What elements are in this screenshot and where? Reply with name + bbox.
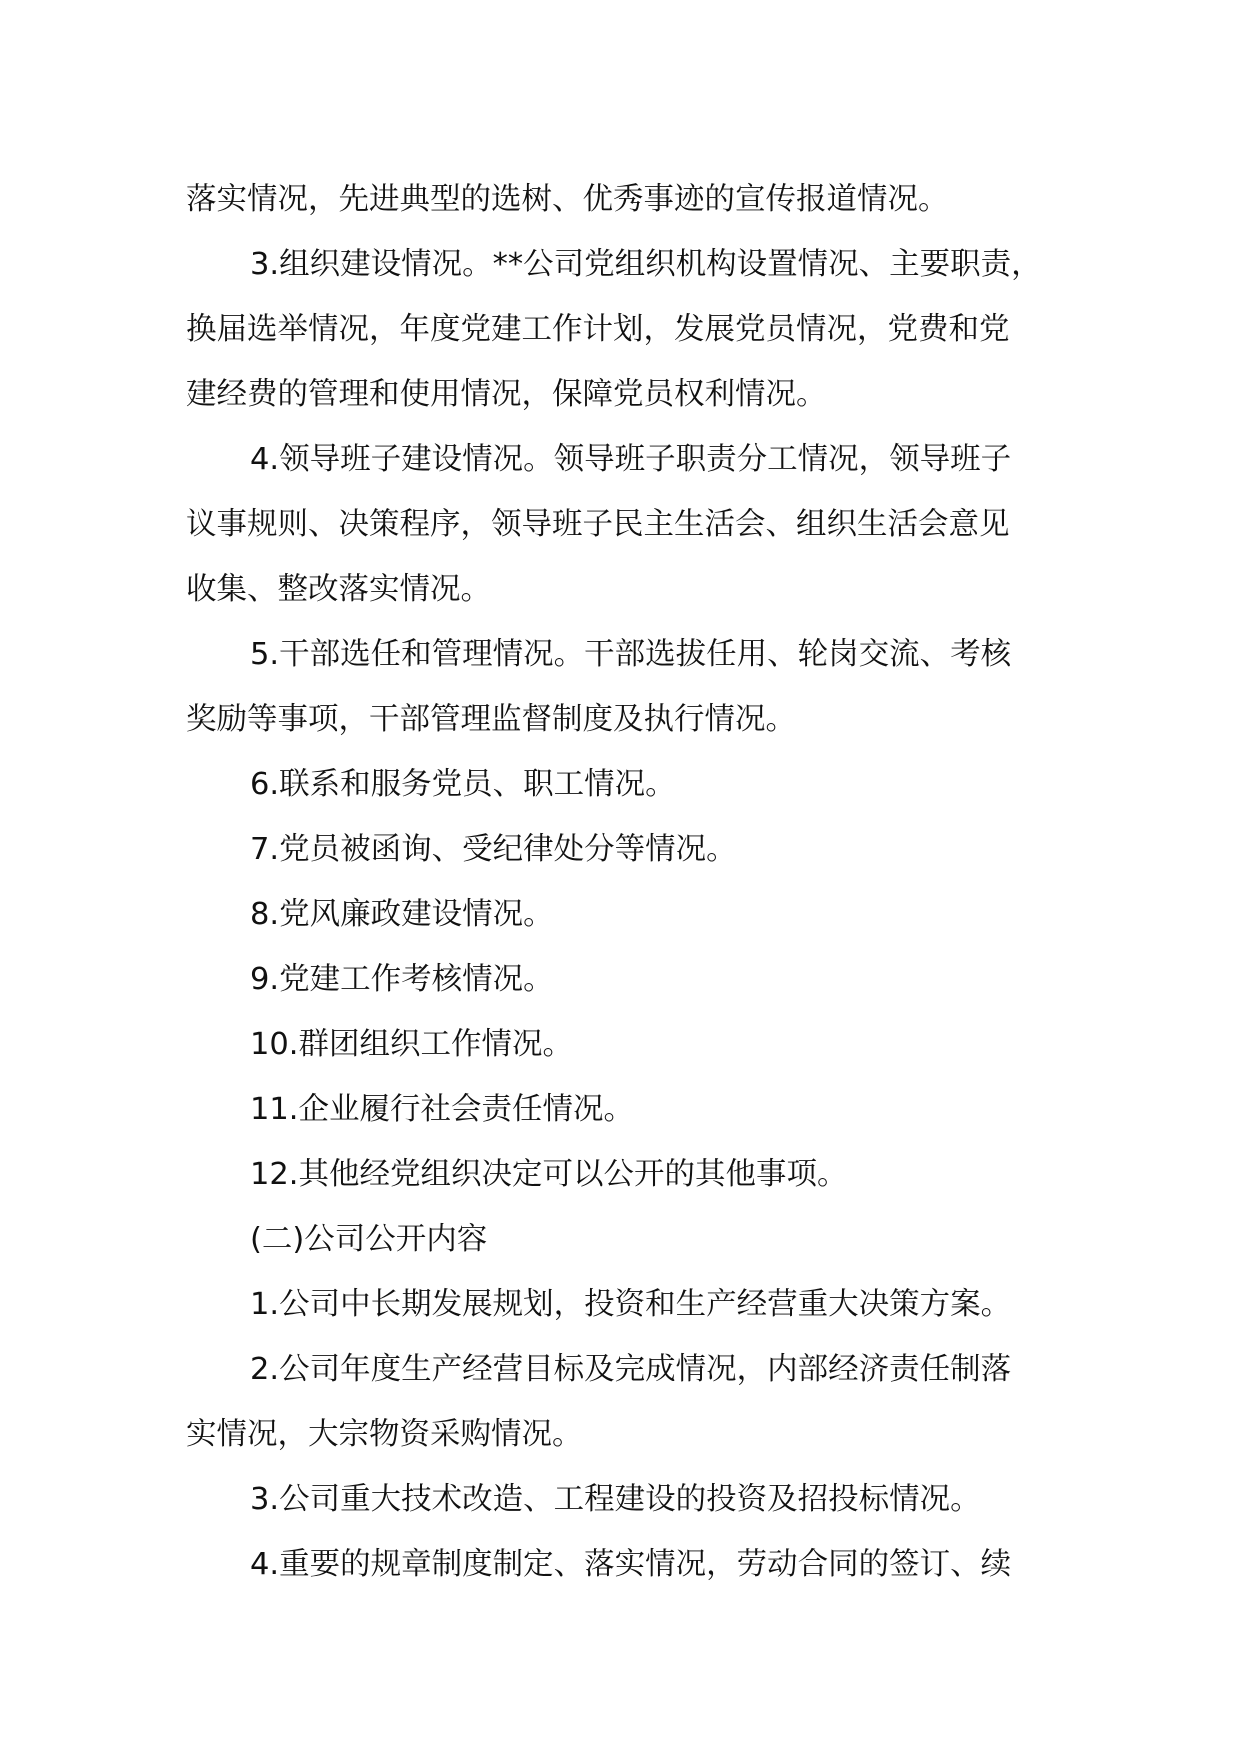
text-line: 落实情况，先进典型的选树、优秀事迹的宣传报道情况。 bbox=[186, 182, 949, 217]
text-line: 2.公司年度生产经营目标及完成情况，内部经济责任制落 bbox=[250, 1352, 1012, 1387]
text-line: 实情况，大宗物资采购情况。 bbox=[186, 1417, 583, 1452]
text-line: 8.党风廉政建设情况。 bbox=[250, 897, 554, 932]
text-line: 12.其他经党组织决定可以公开的其他事项。 bbox=[250, 1157, 848, 1192]
document-body bbox=[186, 167, 1066, 1597]
text-line: 1.公司中长期发展规划，投资和生产经营重大决策方案。 bbox=[250, 1287, 1012, 1322]
text-line: 收集、整改落实情况。 bbox=[186, 572, 491, 607]
text-line: 3.公司重大技术改造、工程建设的投资及招投标情况。 bbox=[250, 1482, 981, 1517]
text-line: 奖励等事项，干部管理监督制度及执行情况。 bbox=[186, 702, 796, 737]
text-line: 建经费的管理和使用情况，保障党员权利情况。 bbox=[186, 377, 827, 412]
text-line: 换届选举情况，年度党建工作计划，发展党员情况，党费和党 bbox=[186, 312, 1010, 347]
text-line: 6.联系和服务党员、职工情况。 bbox=[250, 767, 676, 802]
text-line: 3.组织建设情况。**公司党组织机构设置情况、主要职责， bbox=[250, 247, 1042, 282]
text-line: 5.干部选任和管理情况。干部选拔任用、轮岗交流、考核 bbox=[250, 637, 1012, 672]
text-line: 4.重要的规章制度制定、落实情况，劳动合同的签订、续 bbox=[250, 1547, 1012, 1582]
text-line: 7.党员被函询、受纪律处分等情况。 bbox=[250, 832, 737, 867]
text-line: 议事规则、决策程序，领导班子民主生活会、组织生活会意见 bbox=[186, 507, 1010, 542]
section-heading: (二)公司公开内容 bbox=[250, 1222, 488, 1257]
text-line: 11.企业履行社会责任情况。 bbox=[250, 1092, 635, 1127]
text-line: 4.领导班子建设情况。领导班子职责分工情况，领导班子 bbox=[250, 442, 1012, 477]
text-line: 10.群团组织工作情况。 bbox=[250, 1027, 574, 1062]
text-line: 9.党建工作考核情况。 bbox=[250, 962, 554, 997]
